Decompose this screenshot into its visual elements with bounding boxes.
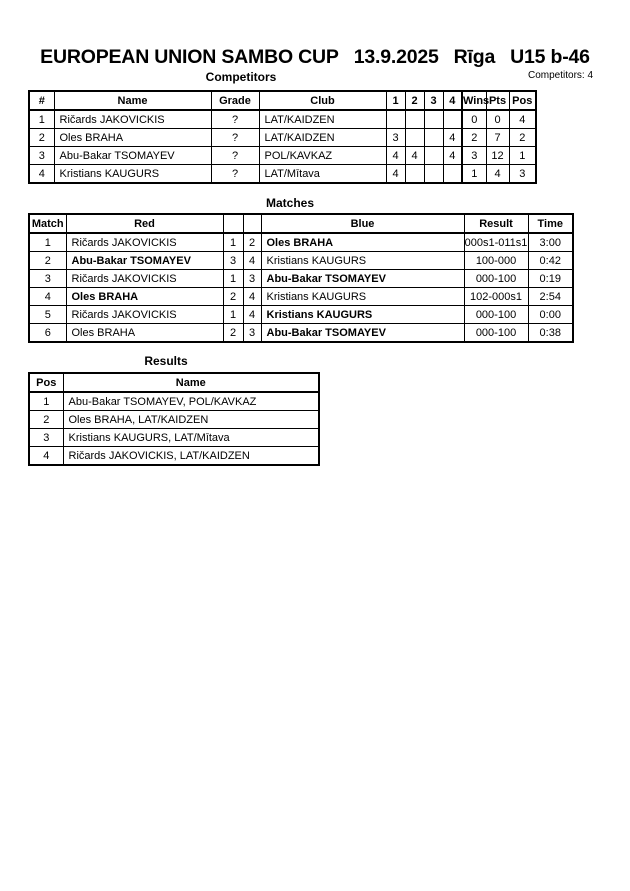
col-header-name: Name — [63, 373, 319, 392]
match-number: 1 — [29, 233, 66, 252]
col-header-blue-num — [243, 214, 261, 233]
title-event: EUROPEAN UNION SAMBO CUP — [40, 46, 339, 68]
col-header-pos: Pos — [509, 91, 536, 110]
match-red-num: 2 — [223, 324, 243, 343]
result-name: Abu-Bakar TSOMAYEV, POL/KAVKAZ — [63, 392, 319, 411]
match-row — [29, 233, 573, 252]
competitor-grade: ? — [211, 110, 259, 129]
col-header-pos: Pos — [29, 373, 63, 392]
match-number: 3 — [29, 270, 66, 288]
col-header-number: # — [29, 91, 54, 110]
competitor-number: 4 — [29, 165, 54, 184]
result-pos: 1 — [29, 392, 63, 411]
match-number: 6 — [29, 324, 66, 343]
matches-heading: Matches — [265, 196, 315, 210]
result-name: Kristians KAUGURS, LAT/Mītava — [63, 429, 319, 447]
match-row — [29, 252, 573, 270]
col-header-red-num — [223, 214, 243, 233]
result-pos: 3 — [29, 429, 63, 447]
match-blue-name: Abu-Bakar TSOMAYEV — [261, 270, 464, 288]
match-red-name: Ričards JAKOVICKIS — [66, 233, 223, 252]
competitor-row — [29, 129, 536, 147]
match-time: 0:38 — [528, 324, 573, 343]
competitor-name: Oles BRAHA — [54, 129, 211, 147]
competitor-number: 3 — [29, 147, 54, 165]
match-time: 0:00 — [528, 306, 573, 324]
competitor-row — [29, 110, 536, 129]
competitor-pos: 2 — [509, 129, 536, 147]
match-blue-num: 3 — [243, 270, 261, 288]
result-row — [29, 392, 319, 411]
match-number: 4 — [29, 288, 66, 306]
competitor-club: LAT/KAIDZEN — [259, 110, 386, 129]
match-blue-name: Kristians KAUGURS — [261, 306, 464, 324]
results-heading: Results — [144, 354, 188, 368]
competitor-grade: ? — [211, 147, 259, 165]
match-red-num: 3 — [223, 252, 243, 270]
col-header-name: Name — [54, 91, 211, 110]
match-red-name: Oles BRAHA — [66, 288, 223, 306]
competitor-grade: ? — [211, 129, 259, 147]
match-result: 000-100 — [464, 306, 528, 324]
match-row — [29, 324, 573, 343]
competitor-grade: ? — [211, 165, 259, 184]
col-header-pts: Pts — [486, 91, 509, 110]
match-blue-name: Abu-Bakar TSOMAYEV — [261, 324, 464, 343]
match-number: 2 — [29, 252, 66, 270]
match-red-num: 2 — [223, 288, 243, 306]
match-red-name: Abu-Bakar TSOMAYEV — [66, 252, 223, 270]
results-table — [28, 372, 320, 466]
col-header-club: Club — [259, 91, 386, 110]
competitor-pos: 1 — [509, 147, 536, 165]
round-score-1: 4 — [386, 165, 405, 184]
match-result: 100-000 — [464, 252, 528, 270]
round-score-3 — [424, 147, 443, 165]
round-score-4: 4 — [443, 147, 462, 165]
competitors-header-row — [29, 91, 536, 110]
match-blue-num: 3 — [243, 324, 261, 343]
result-row — [29, 447, 319, 466]
competitor-wins: 1 — [462, 165, 486, 184]
competitor-name: Abu-Bakar TSOMAYEV — [54, 147, 211, 165]
matches-header-row — [29, 214, 573, 233]
title-date: 13.9.2025 — [353, 46, 439, 68]
col-header-opp3: 3 — [424, 91, 443, 110]
round-score-1 — [386, 110, 405, 129]
competitor-pts: 12 — [486, 147, 509, 165]
competitor-row — [29, 165, 536, 184]
competitor-pos: 3 — [509, 165, 536, 184]
match-number: 5 — [29, 306, 66, 324]
match-blue-num: 4 — [243, 288, 261, 306]
match-blue-name: Oles BRAHA — [261, 233, 464, 252]
match-row — [29, 270, 573, 288]
competitor-wins: 3 — [462, 147, 486, 165]
match-row — [29, 288, 573, 306]
col-header-opp4: 4 — [443, 91, 462, 110]
col-header-grade: Grade — [211, 91, 259, 110]
match-time: 0:42 — [528, 252, 573, 270]
result-name: Ričards JAKOVICKIS, LAT/KAIDZEN — [63, 447, 319, 466]
match-result: 102-000s1 — [464, 288, 528, 306]
match-time: 0:19 — [528, 270, 573, 288]
match-blue-num: 2 — [243, 233, 261, 252]
round-score-3 — [424, 129, 443, 147]
round-score-4: 4 — [443, 129, 462, 147]
match-red-name: Ričards JAKOVICKIS — [66, 306, 223, 324]
match-result: 000-100 — [464, 324, 528, 343]
match-red-name: Ričards JAKOVICKIS — [66, 270, 223, 288]
competitor-name: Kristians KAUGURS — [54, 165, 211, 184]
round-score-2 — [405, 165, 424, 184]
match-time: 3:00 — [528, 233, 573, 252]
result-row — [29, 411, 319, 429]
competitor-wins: 0 — [462, 110, 486, 129]
title-city: Rīga — [453, 46, 496, 68]
competitor-club: LAT/KAIDZEN — [259, 129, 386, 147]
match-red-num: 1 — [223, 233, 243, 252]
col-header-opp1: 1 — [386, 91, 405, 110]
match-red-name: Oles BRAHA — [66, 324, 223, 343]
round-score-4 — [443, 165, 462, 184]
col-header-result: Result — [464, 214, 528, 233]
result-name: Oles BRAHA, LAT/KAIDZEN — [63, 411, 319, 429]
round-score-2 — [405, 110, 424, 129]
col-header-time: Time — [528, 214, 573, 233]
match-row — [29, 306, 573, 324]
round-score-2: 4 — [405, 147, 424, 165]
col-header-wins: Wins — [462, 91, 486, 110]
competitor-number: 1 — [29, 110, 54, 129]
competitors-table — [28, 90, 537, 184]
match-blue-name: Kristians KAUGURS — [261, 252, 464, 270]
results-header-row — [29, 373, 319, 392]
col-header-opp2: 2 — [405, 91, 424, 110]
match-blue-num: 4 — [243, 252, 261, 270]
round-score-2 — [405, 129, 424, 147]
competitor-pts: 0 — [486, 110, 509, 129]
competitor-pos: 4 — [509, 110, 536, 129]
round-score-1: 4 — [386, 147, 405, 165]
match-result: 000-100 — [464, 270, 528, 288]
col-header-blue: Blue — [261, 214, 464, 233]
col-header-red: Red — [66, 214, 223, 233]
round-score-3 — [424, 165, 443, 184]
match-blue-num: 4 — [243, 306, 261, 324]
competitor-pts: 4 — [486, 165, 509, 184]
competitors-heading: Competitors — [205, 70, 277, 84]
competitor-club: LAT/Mītava — [259, 165, 386, 184]
col-header-match: Match — [29, 214, 66, 233]
competitors-count-label: Competitors: 4 — [528, 70, 594, 81]
match-blue-name: Kristians KAUGURS — [261, 288, 464, 306]
result-row — [29, 429, 319, 447]
title-category: U15 b-46 — [510, 46, 590, 68]
competitor-club: POL/KAVKAZ — [259, 147, 386, 165]
match-time: 2:54 — [528, 288, 573, 306]
competitor-pts: 7 — [486, 129, 509, 147]
match-red-num: 1 — [223, 306, 243, 324]
competitor-row — [29, 147, 536, 165]
result-pos: 4 — [29, 447, 63, 466]
matches-table — [28, 213, 574, 343]
match-result: 000s1-011s1 — [464, 233, 528, 252]
round-score-1: 3 — [386, 129, 405, 147]
result-pos: 2 — [29, 411, 63, 429]
competitor-wins: 2 — [462, 129, 486, 147]
competitor-number: 2 — [29, 129, 54, 147]
round-score-3 — [424, 110, 443, 129]
match-red-num: 1 — [223, 270, 243, 288]
competitor-name: Ričards JAKOVICKIS — [54, 110, 211, 129]
round-score-4 — [443, 110, 462, 129]
page-title — [0, 44, 630, 71]
